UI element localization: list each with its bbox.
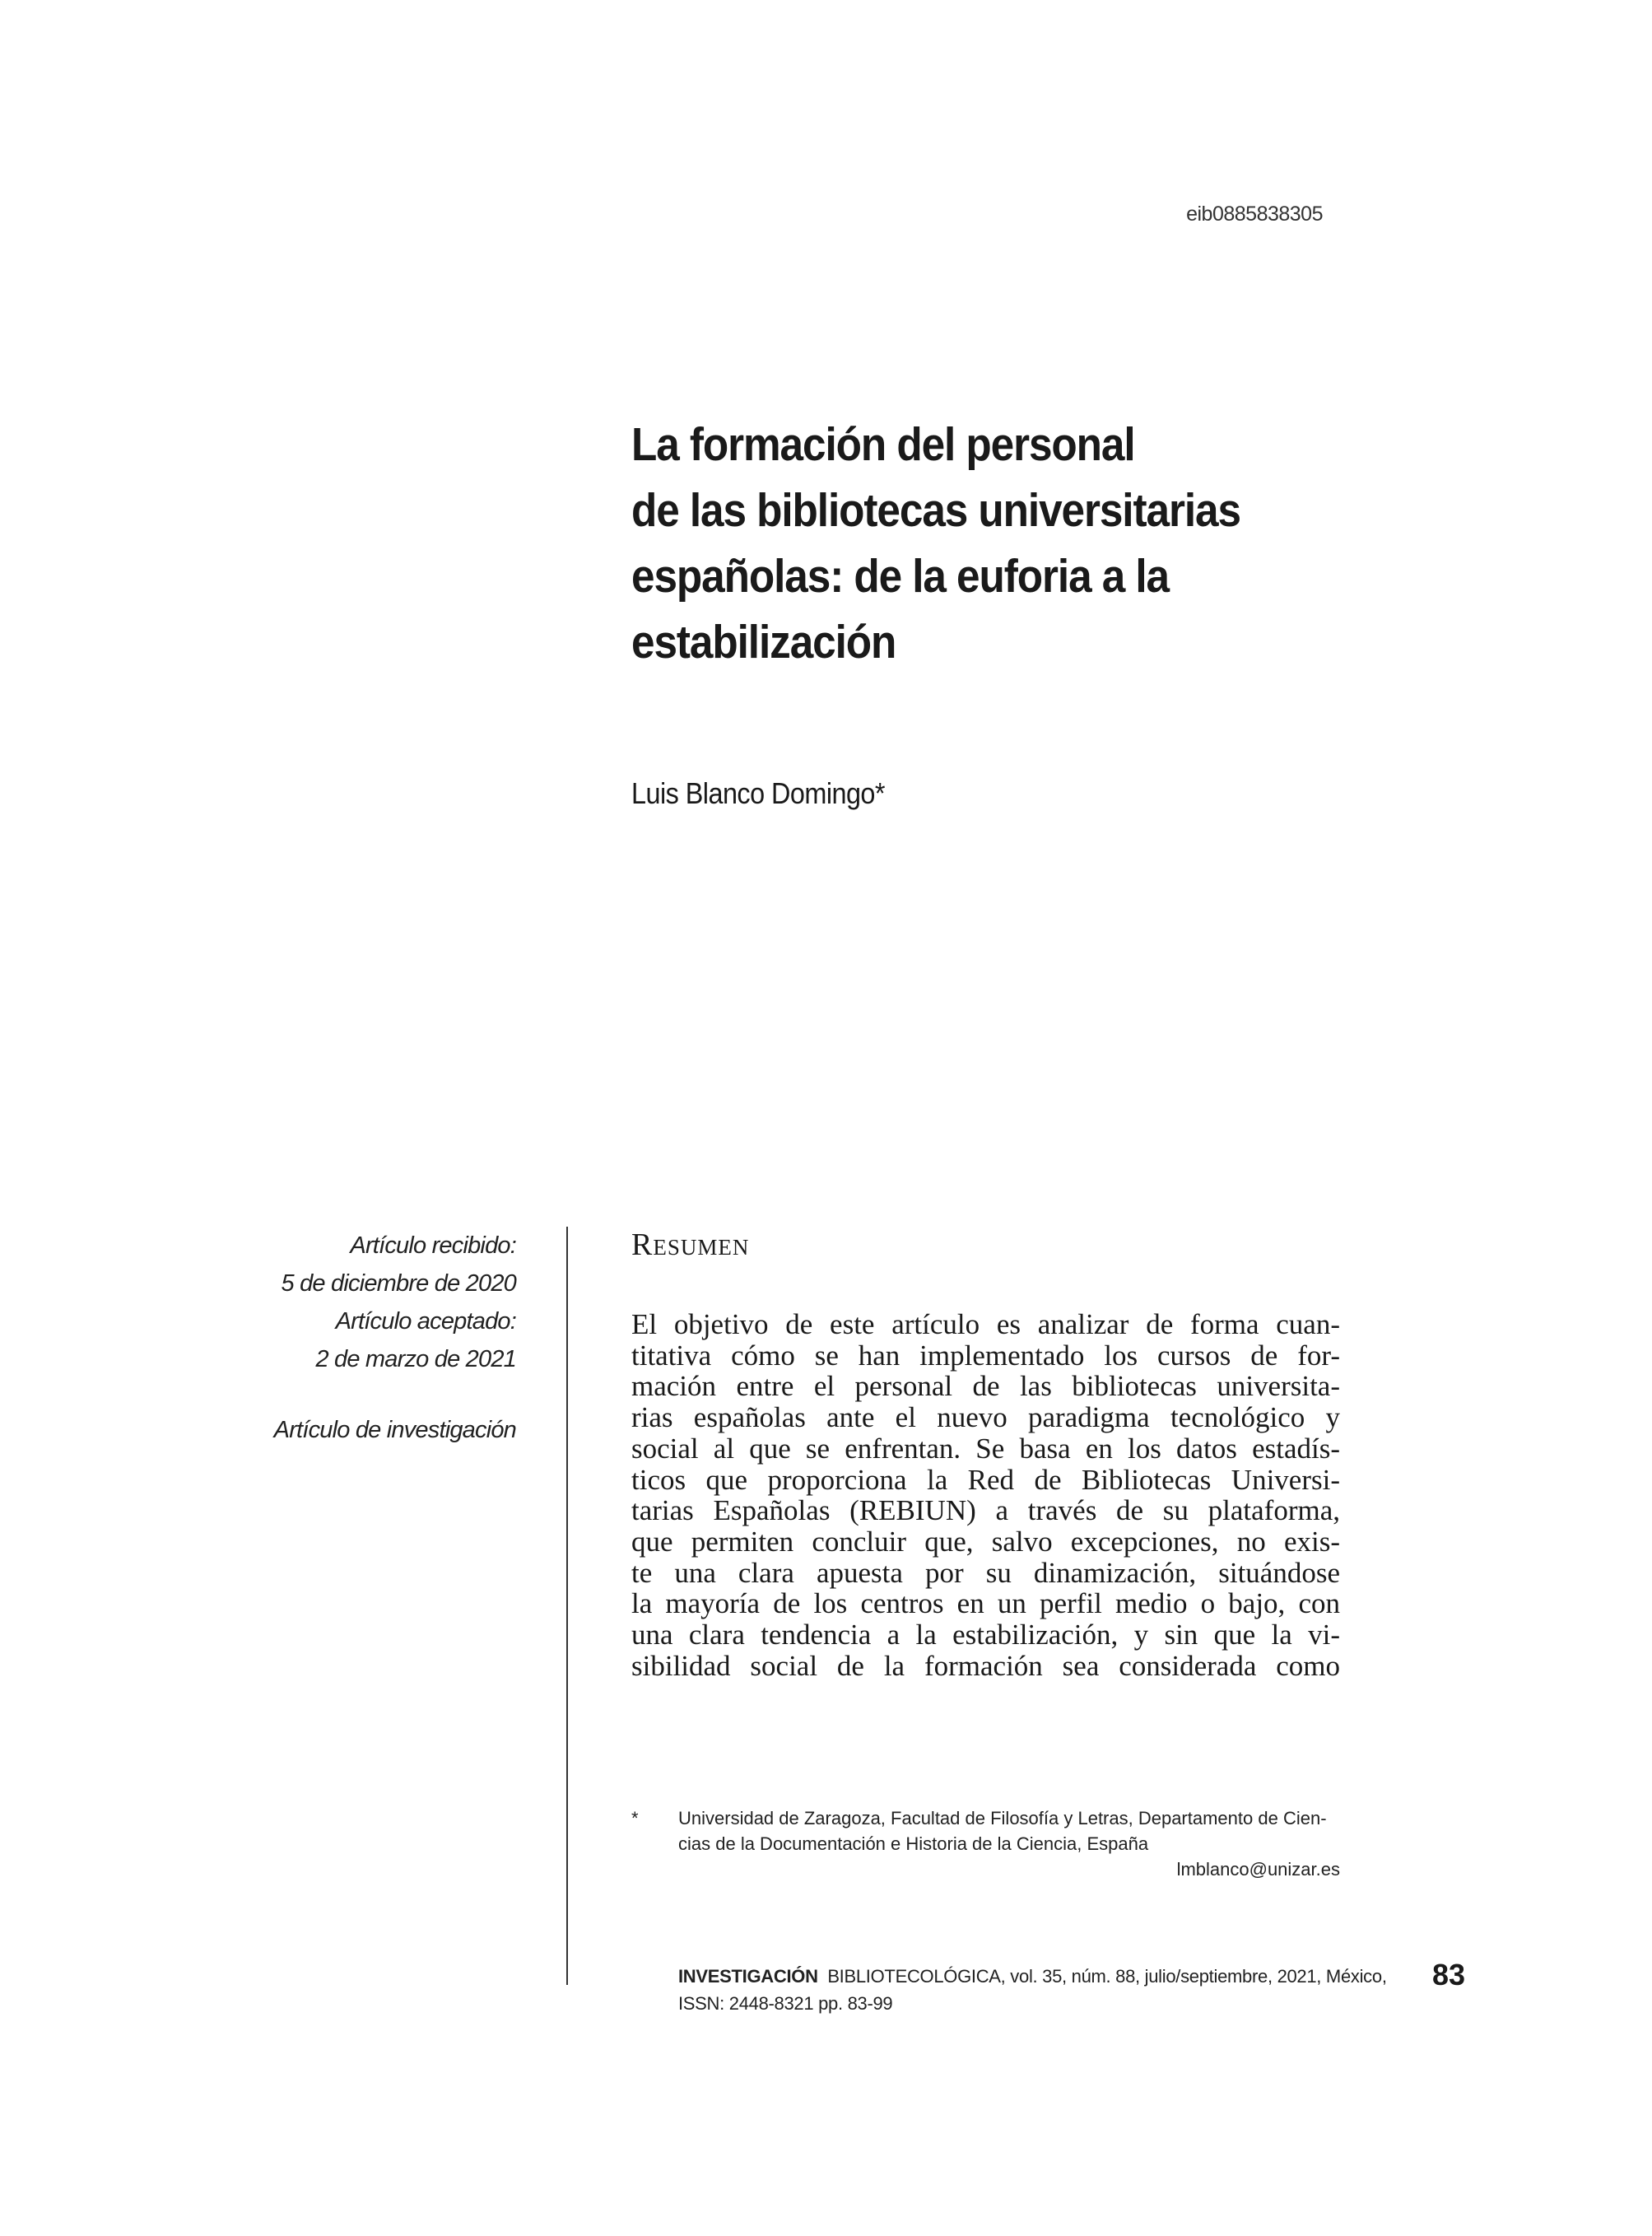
page-number: 83 <box>1432 1958 1466 1991</box>
footnote-line: cias de la Documentación e Historia de la Ciencia, España <box>678 1833 1149 1854</box>
footnote-line: Universidad de Zaragoza, Facultad de Filosofía y Letras, Departamento de Cien- <box>678 1808 1327 1828</box>
footnote-marker: * <box>631 1808 639 1828</box>
abstract-line: rias españolas ante el nuevo paradigma tecnológico y <box>631 1401 1340 1434</box>
author-email: lmblanco@unizar.es <box>1176 1859 1340 1880</box>
title-line: de las bibliotecas universitarias <box>631 484 1240 537</box>
abstract-heading: Resumen <box>631 1227 750 1262</box>
document-id: eib0885838305 <box>1186 203 1323 226</box>
abstract-line: El objetivo de este artículo es analizar de forma cuan- <box>631 1308 1340 1340</box>
accepted-date: 2 de marzo de 2021 <box>315 1346 516 1372</box>
abstract-line: mación entre el personal de las bibliotecas universita- <box>631 1370 1340 1403</box>
abstract-line: tarias Españolas (REBIUN) a través de su plataforma, <box>631 1494 1340 1527</box>
article-type: Artículo de investigación <box>273 1417 516 1443</box>
article-title <box>631 412 1308 675</box>
vertical-divider <box>566 1227 568 1985</box>
journal-citation: BIBLIOTECOLÓGICA, vol. 35, núm. 88, julio/septiembre, 2021, México, <box>827 1966 1387 1987</box>
journal-name-bold: INVESTIGACIÓN <box>678 1966 818 1987</box>
received-label: Artículo recibido: <box>350 1232 516 1259</box>
abstract-line: sibilidad social de la formación sea considerada como <box>631 1649 1340 1682</box>
journal-issn: ISSN: 2448-8321 pp. 83-99 <box>678 1993 893 2014</box>
abstract-line: titativa cómo se han implementado los cursos de for- <box>631 1339 1340 1372</box>
abstract-body <box>631 1309 1340 1681</box>
abstract-line: social al que se enfrentan. Se basa en los datos estadís- <box>631 1432 1340 1465</box>
abstract-line: que permiten concluir que, salvo excepciones, no exis- <box>631 1525 1340 1558</box>
title-line: estabilización <box>631 616 896 668</box>
received-date: 5 de diciembre de 2020 <box>281 1270 516 1297</box>
abstract-line: ticos que proporciona la Red de Bibliotecas Universi- <box>631 1463 1340 1496</box>
abstract-line: te una clara apuesta por su dinamización, situándose <box>631 1556 1340 1589</box>
article-dates-sidebar <box>274 1227 516 1449</box>
title-line: españolas: de la euforia a la <box>631 550 1169 603</box>
abstract-line: una clara tendencia a la estabilización, y sin que la vi- <box>631 1619 1340 1651</box>
abstract-line: la mayoría de los centros en un perfil medio o bajo, con <box>631 1587 1340 1620</box>
author-name: Luis Blanco Domingo* <box>631 776 885 810</box>
title-line: La formación del personal <box>631 418 1135 471</box>
author-footnote <box>631 1805 1340 1882</box>
accepted-label: Artículo aceptado: <box>335 1308 516 1335</box>
journal-footer <box>678 1963 1387 2017</box>
